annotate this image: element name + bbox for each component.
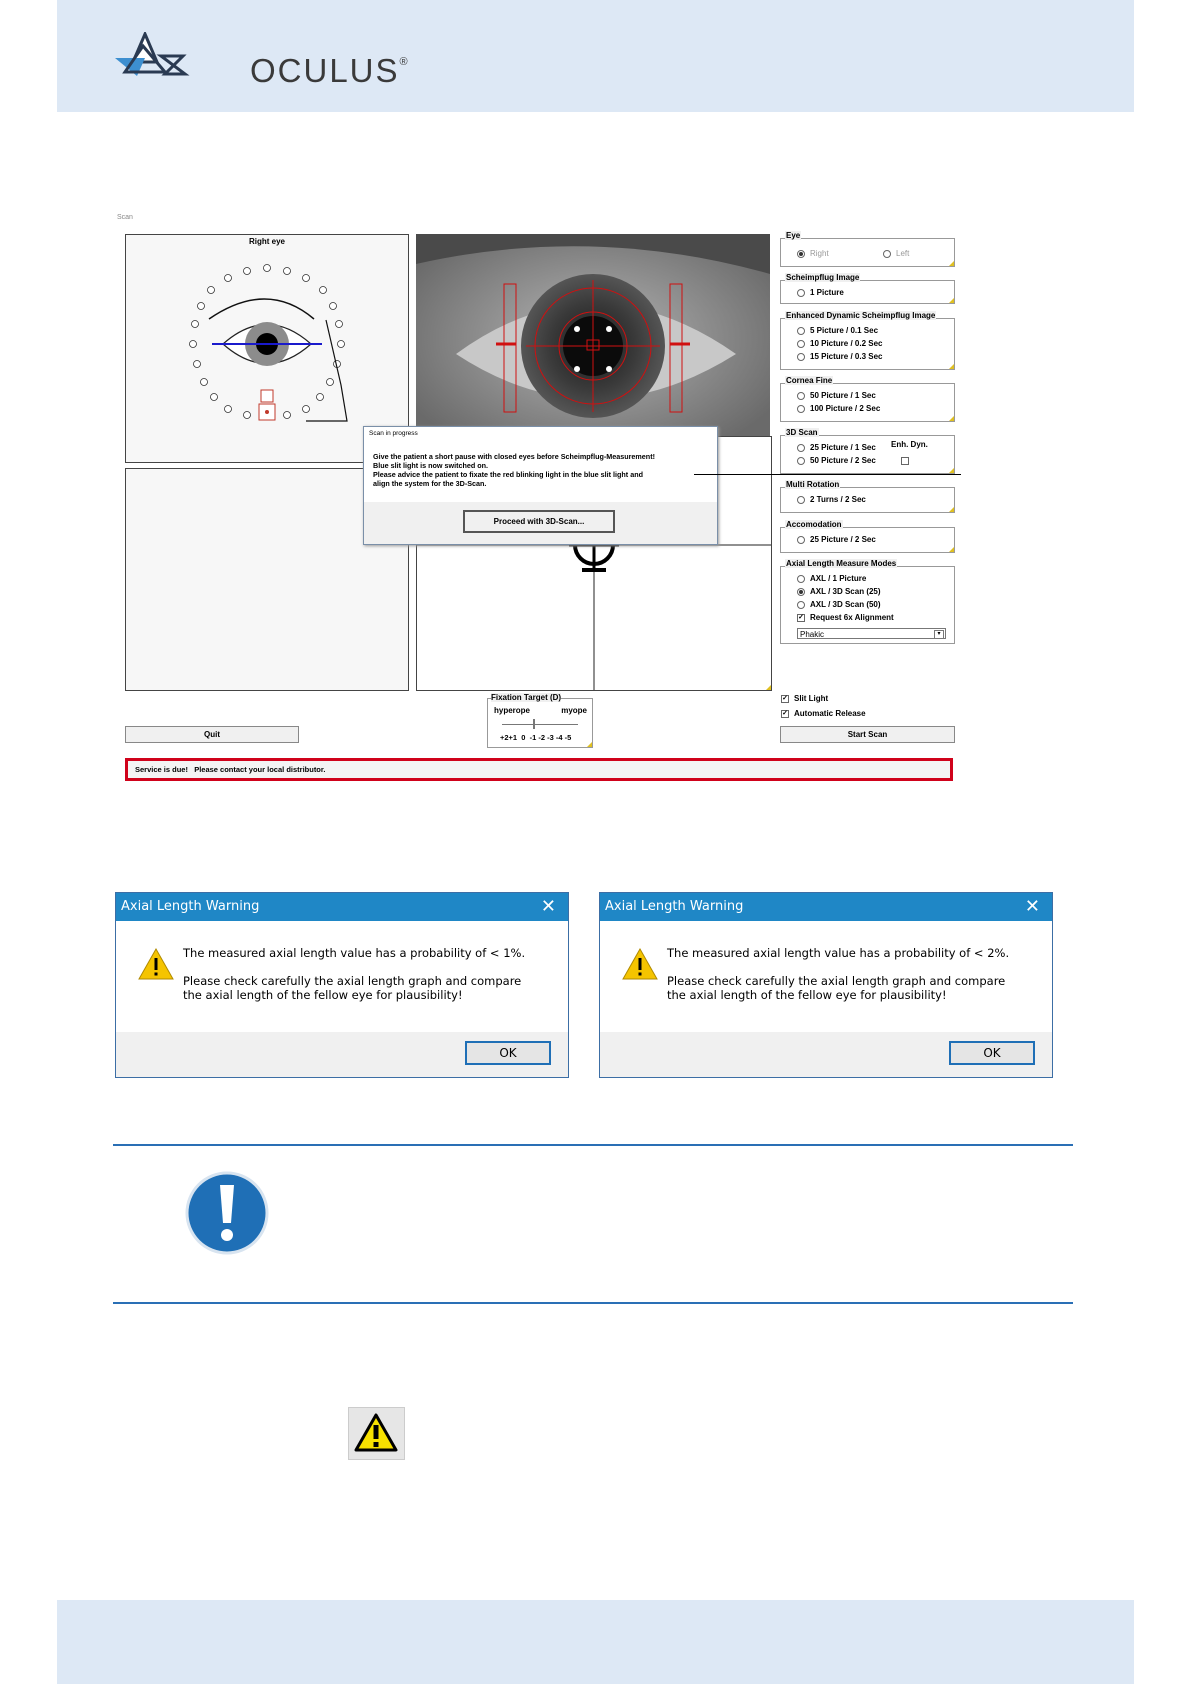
dialog-title: Scan in progress — [369, 430, 418, 437]
accom-25-radio[interactable]: 25 Picture / 2 Sec — [797, 535, 876, 544]
dialog-title: Axial Length Warning — [116, 893, 568, 921]
ok-button[interactable]: OK — [949, 1041, 1035, 1065]
axial-length-warning-dialog-1 — [115, 892, 569, 1078]
cornea-100-radio[interactable]: 100 Picture / 2 Sec — [797, 404, 880, 413]
panel-title: Right eye — [248, 237, 285, 246]
request-6x-alignment-checkbox[interactable]: ✓ Request 6x Alignment — [798, 613, 894, 622]
proceed-3d-scan-button[interactable]: Proceed with 3D-Scan... — [463, 510, 615, 533]
warning-icon — [138, 948, 174, 980]
footer-band — [57, 1600, 1134, 1684]
close-icon[interactable]: ✕ — [540, 896, 556, 917]
enhanced-5-radio[interactable]: 5 Picture / 0.1 Sec — [797, 326, 878, 335]
axial-length-warning-dialog-2 — [599, 892, 1053, 1078]
slit-light-checkbox[interactable]: ✓ Slit Light — [782, 694, 829, 703]
start-scan-button[interactable]: Start Scan — [780, 726, 955, 743]
important-icon — [185, 1171, 269, 1255]
warning-line-1: The measured axial length value has a probability of < 1%. — [183, 946, 526, 960]
fixation-scale: +2+1 0 -1 -2 -3 -4 -5 — [500, 733, 572, 742]
status-message: Service is due! Please contact your local distributor. — [135, 765, 326, 774]
close-icon[interactable]: ✕ — [1024, 896, 1040, 917]
axl-3d-50-radio[interactable]: AXL / 3D Scan (50) — [797, 600, 881, 609]
eye-photo — [416, 234, 770, 452]
lens-status-select[interactable]: Phakic ▾ — [797, 628, 946, 639]
scan-screenshot — [115, 214, 960, 786]
axl-3d-25-radio[interactable]: AXL / 3D Scan (25) — [797, 587, 881, 596]
myope-label: myope — [561, 706, 587, 715]
multi-rotation-group: Multi Rotation 2 Turns / 2 Sec — [780, 487, 955, 513]
warning-icon — [354, 1413, 398, 1453]
axl-1-picture-radio[interactable]: AXL / 1 Picture — [797, 574, 866, 583]
ok-button[interactable]: OK — [465, 1041, 551, 1065]
scan-progress-dialog — [363, 426, 718, 545]
enhanced-15-radio[interactable]: 15 Picture / 0.3 Sec — [797, 352, 883, 361]
note-top-rule — [113, 1144, 1073, 1146]
warning-icon — [622, 948, 658, 980]
scheimpflug-group: Scheimpflug Image 1 Picture — [780, 280, 955, 304]
3d-scan-group: 3D Scan 25 Picture / 1 Sec 50 Picture / 2 Sec Enh. Dyn. — [780, 435, 955, 474]
enh-dyn-checkbox[interactable] — [901, 452, 914, 470]
chevron-down-icon: ▾ — [934, 630, 944, 639]
scheimpflug-1-picture-radio[interactable]: 1 Picture — [797, 288, 844, 297]
warning-line-2: Please check carefully the axial length graph and compare the axial length of the fellow eye for plausibility! — [667, 974, 1006, 1002]
warning-line-2: Please check carefully the axial length graph and compare the axial length of the fellow eye for plausibility! — [183, 974, 522, 1002]
eye-group: Eye Right Left — [780, 238, 955, 267]
enhanced-dynamic-group: Enhanced Dynamic Scheimpflug Image 5 Picture / 0.1 Sec 10 Picture / 0.2 Sec 15 Picture / 0.3 Sec — [780, 318, 955, 370]
callout-line — [694, 474, 961, 475]
note-bottom-rule — [113, 1302, 1073, 1304]
multi-2-turns-radio[interactable]: 2 Turns / 2 Sec — [797, 495, 866, 504]
right-eye-radio[interactable]: Right — [797, 249, 829, 258]
automatic-release-checkbox[interactable]: ✓ Automatic Release — [782, 709, 866, 718]
fixation-title: Fixation Target (D) — [491, 693, 562, 702]
status-bar — [125, 758, 953, 781]
fixation-target-group — [487, 693, 593, 748]
cornea-50-radio[interactable]: 50 Picture / 1 Sec — [797, 391, 876, 400]
fixation-slider[interactable] — [502, 724, 578, 725]
warning-line-1: The measured axial length value has a probability of < 2%. — [667, 946, 1010, 960]
window-label: Scan — [117, 214, 133, 221]
3d-50-radio[interactable]: 50 Picture / 2 Sec — [797, 456, 876, 465]
3d-25-radio[interactable]: 25 Picture / 1 Sec — [797, 443, 876, 452]
axial-length-group: Axial Length Measure Modes AXL / 1 Picture AXL / 3D Scan (25) AXL / 3D Scan (50) ✓ Request 6x Alignment Phakic ▾ — [780, 566, 955, 644]
brand-name: OCULUS® — [250, 52, 410, 89]
dialog-message: Give the patient a short pause with closed eyes before Scheimpflug-Measurement! Blue slit light is now switched on. Please advice the patient to fixate the red blinking light in the blue slit light and align the system for the 3D-Scan. — [373, 452, 655, 488]
accomodation-group: Accomodation 25 Picture / 2 Sec — [780, 527, 955, 553]
cornea-fine-group: Cornea Fine 50 Picture / 1 Sec 100 Picture / 2 Sec — [780, 383, 955, 422]
dialog-title: Axial Length Warning — [600, 893, 1052, 921]
oculus-logo-icon — [115, 32, 190, 80]
quit-button[interactable]: Quit — [125, 726, 299, 743]
hyperope-label: hyperope — [494, 706, 531, 715]
enh-dyn-label: Enh. Dyn. — [891, 440, 928, 449]
camera-image — [416, 234, 770, 452]
warning-icon-box — [348, 1407, 405, 1460]
enhanced-10-radio[interactable]: 10 Picture / 0.2 Sec — [797, 339, 883, 348]
header-band — [57, 0, 1134, 112]
left-eye-radio[interactable]: Left — [883, 249, 909, 258]
